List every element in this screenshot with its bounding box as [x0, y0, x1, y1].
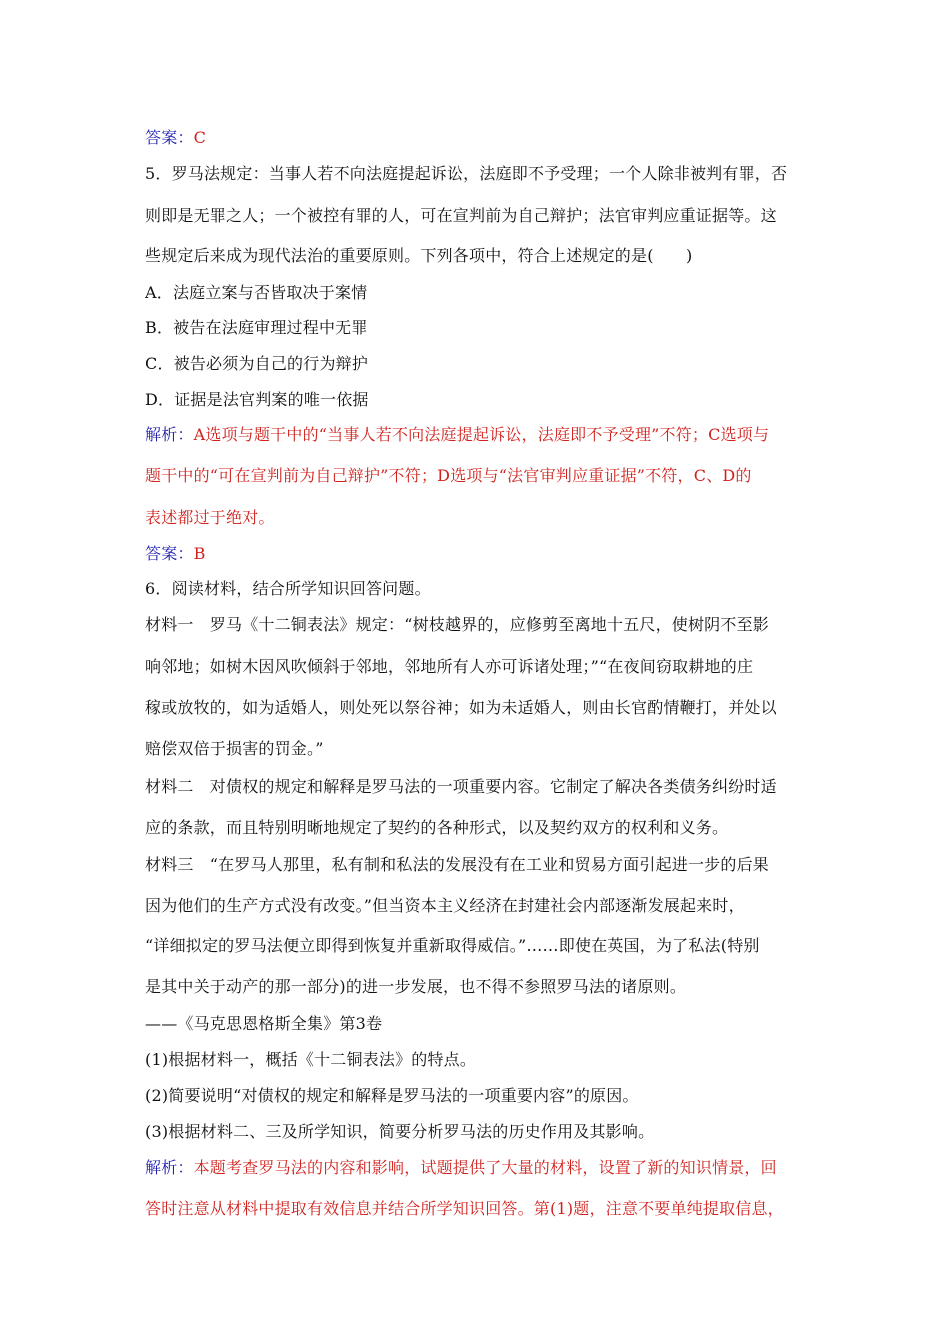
- q6-analysis-line-2: 答时注意从材料中提取有效信息并结合所学知识回答。第(1)题，注意不要单纯提取信息，: [145, 1199, 784, 1218]
- q5-analysis-line-2: 题干中的“可在宣判前为自己辩护”不符；D选项与“法官审判应重证据”不符，C、D的: [145, 466, 752, 485]
- q6-question-2: (2)简要说明“对债权的规定和解释是罗马法的一项重要内容”的原因。: [145, 1086, 639, 1105]
- q6-material-line-6: 应的条款，而且特别明晰地规定了契约的各种形式，以及契约双方的权利和义务。: [145, 818, 729, 837]
- q6-material-line-3: 稼或放牧的，如为适婚人，则处死以祭谷神；如为未适婚人，则由长官酌情鞭打，并处以: [145, 698, 777, 717]
- q6-material-line-5: 材料二 对债权的规定和解释是罗马法的一项重要内容。它制定了解决各类债务纠纷时适: [145, 777, 777, 796]
- q5-stem-line-3: 些规定后来成为现代法治的重要原则。下列各项中，符合上述规定的是( ): [145, 246, 693, 265]
- answer-label: 答案：: [145, 128, 194, 147]
- q5-option-a: A．法庭立案与否皆取决于案情: [145, 283, 368, 302]
- q6-material-line-8: 因为他们的生产方式没有改变。”但当资本主义经济在封建社会内部逐渐发展起来时，: [145, 896, 745, 915]
- analysis-text: A选项与题干中的“当事人若不向法庭提起诉讼，法庭即不予受理”不符；C选项与: [193, 425, 770, 444]
- q5-option-b: B．被告在法庭审理过程中无罪: [145, 318, 368, 337]
- q6-intro: 6．阅读材料，结合所学知识回答问题。: [145, 579, 431, 598]
- answer-value: B: [193, 544, 206, 563]
- q6-material-line-2: 响邻地；如树木因风吹倾斜于邻地，邻地所有人亦可诉诸处理；”“在夜间窃取耕地的庄: [145, 657, 754, 676]
- q5-analysis-line-1: [145, 425, 807, 445]
- q5-stem-line-1: 5．罗马法规定：当事人若不向法庭提起诉讼，法庭即不予受理；一个人除非被判有罪，否: [145, 164, 788, 183]
- q6-source: ——《马克思恩格斯全集》第3卷: [145, 1014, 383, 1033]
- q5-analysis-line-3: 表述都过于绝对。: [145, 508, 275, 527]
- q6-material-line-1: 材料一 罗马《十二铜表法》规定：“树枝越界的，应修剪至离地十五尺，使树阴不至影: [145, 615, 769, 634]
- q6-material-line-10: 是其中关于动产的那一部分)的进一步发展，也不得不参照罗马法的诸原则。: [145, 977, 687, 996]
- q6-question-1: (1)根据材料一，概括《十二铜表法》的特点。: [145, 1050, 477, 1069]
- answer-label: 答案：: [145, 544, 194, 563]
- q5-option-d: D．证据是法官判案的唯一依据: [145, 390, 369, 409]
- analysis-label: 解析：: [145, 425, 194, 444]
- q5-stem-line-2: 则即是无罪之人；一个被控有罪的人，可在宣判前为自己辩护；法官审判应重证据等。这: [145, 206, 777, 225]
- q6-material-line-9: “详细拟定的罗马法便立即得到恢复并重新取得威信。”……即使在英国，为了私法(特别: [145, 936, 760, 955]
- q6-question-3: (3)根据材料二、三及所学知识，简要分析罗马法的历史作用及其影响。: [145, 1122, 655, 1141]
- answer-4: [145, 128, 807, 148]
- analysis-text: 本题考查罗马法的内容和影响，试题提供了大量的材料，设置了新的知识情景，回: [193, 1158, 777, 1177]
- analysis-label: 解析：: [145, 1158, 194, 1177]
- answer-value: C: [193, 128, 207, 147]
- q6-material-line-4: 赔偿双倍于损害的罚金。”: [145, 739, 324, 758]
- q5-option-c: C．被告必须为自己的行为辩护: [145, 354, 369, 373]
- q6-material-line-7: 材料三 “在罗马人那里，私有制和私法的发展没有在工业和贸易方面引起进一步的后果: [145, 855, 769, 874]
- q5-answer: [145, 544, 807, 564]
- q6-analysis-line-1: [145, 1158, 807, 1178]
